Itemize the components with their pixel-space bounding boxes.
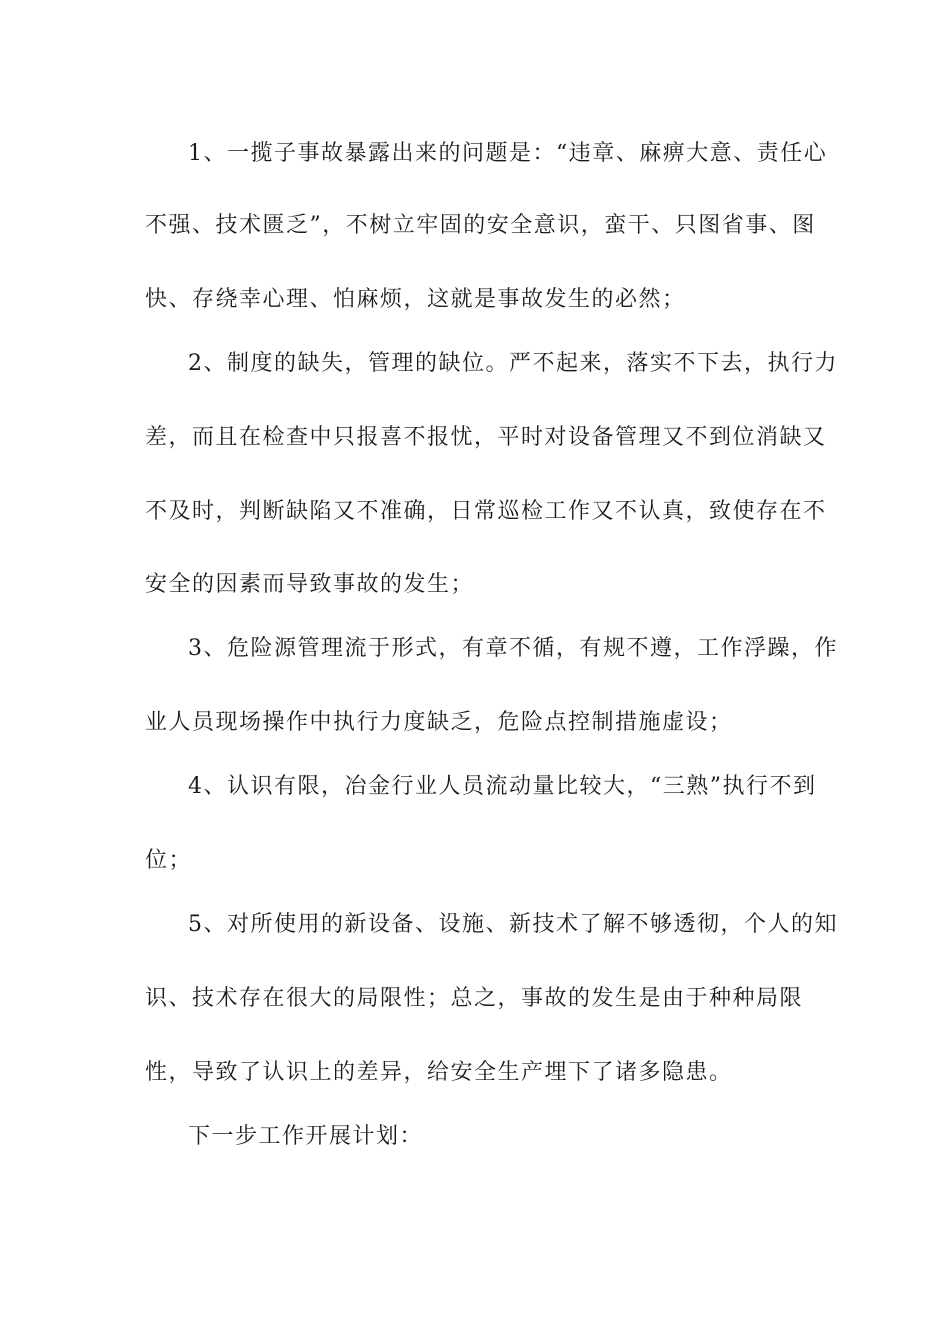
paragraph-2-line-1: 2、制度的缺失，管理的缺位。严不起来，落实不下去，执行力	[188, 351, 838, 376]
paragraph-2-line-2: 差，而且在检查中只报喜不报忧，平时对设备管理又不到位消缺又	[145, 425, 827, 450]
paragraph-1-line-1: 1、一揽子事故暴露出来的问题是：“违章、麻痹大意、责任心	[188, 141, 828, 166]
paragraph-5-line-3: 性，导致了认识上的差异，给安全生产埋下了诸多隐患。	[145, 1060, 733, 1085]
paragraph-4-line-1: 4、认识有限，冶金行业人员流动量比较大，“三熟”执行不到	[188, 774, 817, 799]
paragraph-5-line-2: 识、技术存在很大的局限性；总之，事故的发生是由于种种局限	[145, 986, 804, 1011]
paragraph-4-line-2: 位；	[145, 848, 193, 873]
paragraph-3-line-1: 3、危险源管理流于形式，有章不循，有规不遵，工作浮躁，作	[188, 636, 838, 661]
paragraph-2-line-3: 不及时，判断缺陷又不准确，日常巡检工作又不认真，致使存在不	[145, 499, 827, 524]
paragraph-1-line-3: 快、存绕幸心理、怕麻烦，这就是事故发生的必然；	[145, 287, 686, 312]
next-steps-heading: 下一步工作开展计划：	[188, 1124, 424, 1149]
paragraph-3-line-2: 业人员现场操作中执行力度缺乏，危险点控制措施虚设；	[145, 710, 733, 735]
paragraph-1-line-2: 不强、技术匮乏”，不树立牢固的安全意识，蛮干、只图省事、图	[145, 213, 816, 238]
paragraph-5-line-1: 5、对所使用的新设备、设施、新技术了解不够透彻，个人的知	[188, 912, 838, 937]
paragraph-2-line-4: 安全的因素而导致事故的发生；	[145, 572, 475, 597]
